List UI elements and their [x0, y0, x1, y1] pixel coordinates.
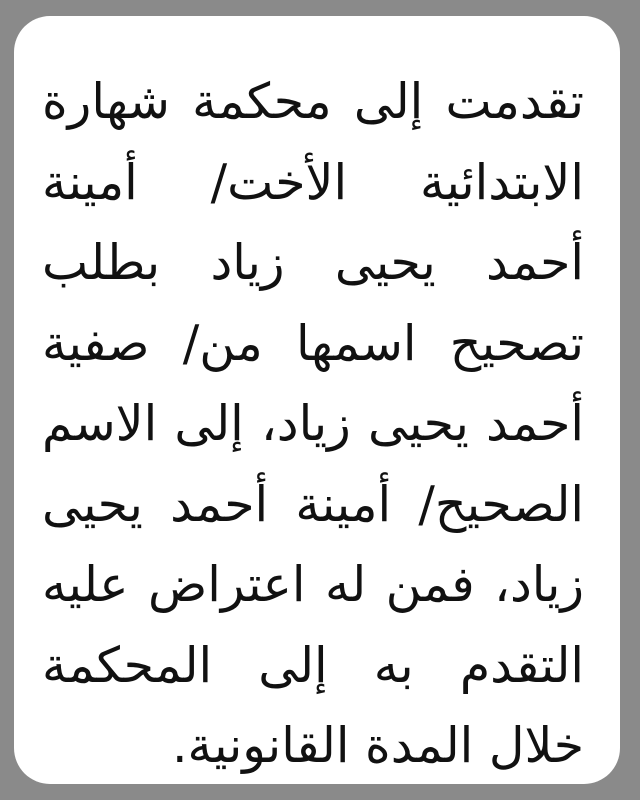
notice-line-1: تقدمت إلى محكمة شهارة — [42, 73, 584, 130]
notice-card — [14, 16, 620, 784]
notice-line-3: أحمد يحيى زياد بطلب — [42, 234, 584, 291]
notice-line-2: الابتدائية الأخت/ أمينة — [42, 153, 584, 211]
notice-line-4: تصحيح اسمها من/ صفية — [42, 314, 584, 372]
notice-text — [42, 62, 584, 784]
notice-line-7: زياد، فمن له اعتراض عليه — [42, 556, 584, 613]
notice-line-6: الصحيح/ أمينة أحمد يحيى — [42, 475, 584, 533]
notice-line-8: التقدم به إلى المحكمة — [42, 636, 584, 694]
notice-line-9: خلال المدة القانونية. — [171, 717, 584, 774]
notice-line-5: أحمد يحيى زياد، إلى الاسم — [42, 395, 584, 452]
